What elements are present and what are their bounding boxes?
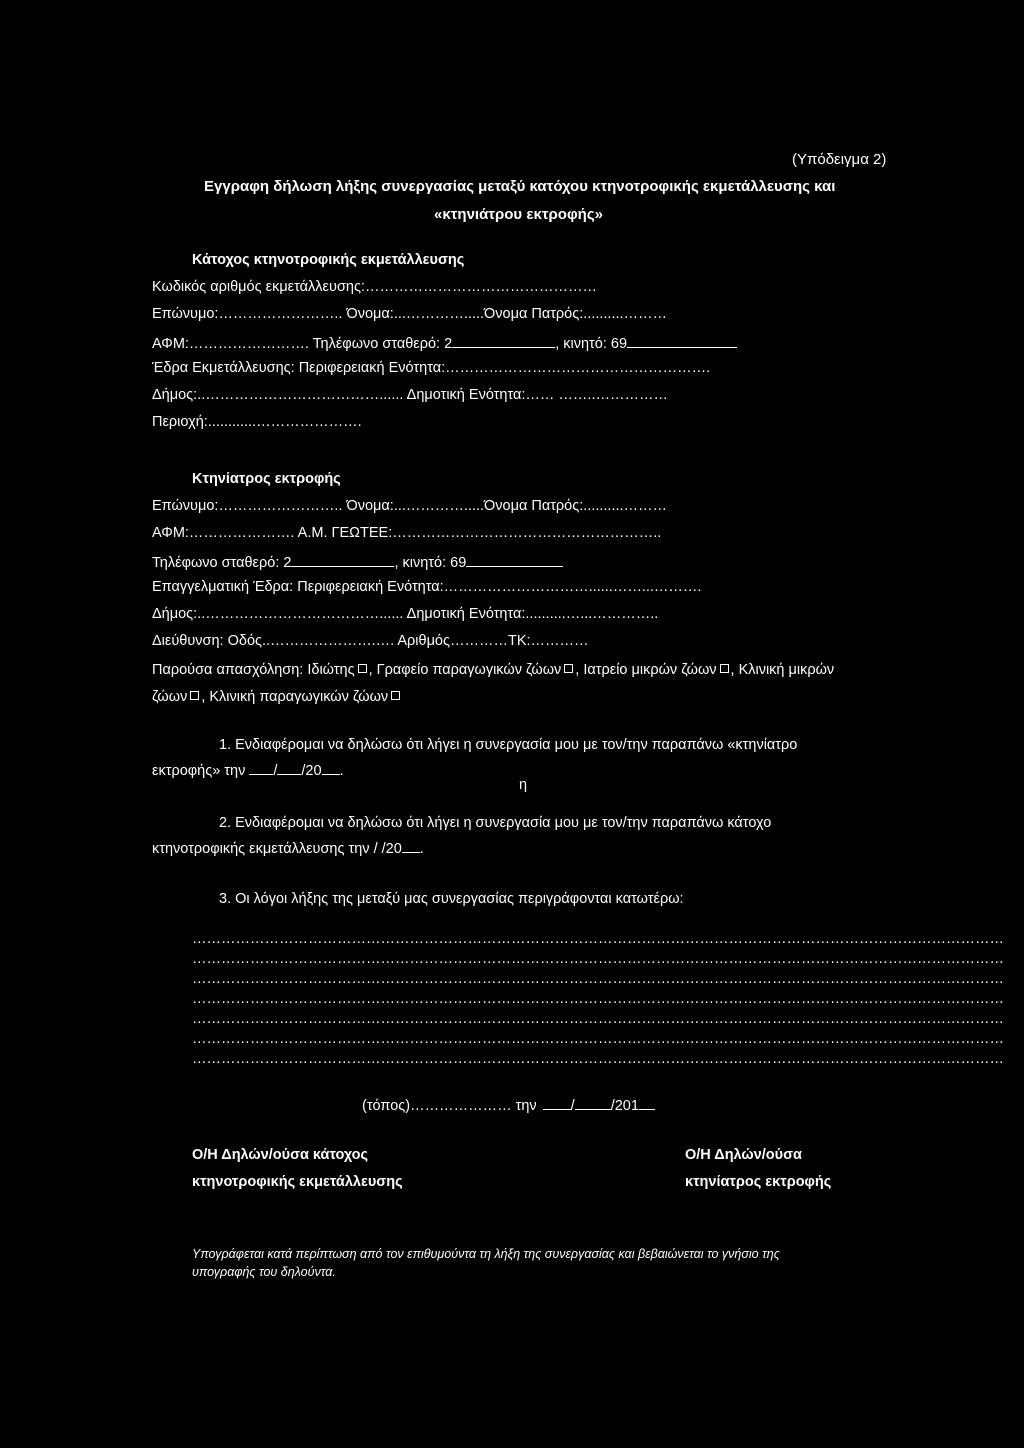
statement-2-end: . bbox=[419, 840, 424, 857]
owner-code-line: Κωδικός αριθμός εκμετάλλευσης:………………………………………… bbox=[152, 279, 597, 295]
reason-line-1[interactable]: …………………………………………………………………………………………………………………………………………………… bbox=[192, 931, 1004, 947]
owner-mobile-blank bbox=[627, 333, 737, 348]
statement-1-slash: / bbox=[273, 762, 278, 779]
reason-line-2[interactable]: …………………………………………………………………………………………………………………………………………………… bbox=[192, 951, 1004, 967]
reason-line-7[interactable]: …………………………………………………………………………………………………………………………………………………… bbox=[192, 1051, 1004, 1067]
vet-occupation-line1 bbox=[152, 662, 834, 678]
vet-seat-line: Επαγγελματική Έδρα: Περιφερειακή Ενότητα:…………………………......……...………. bbox=[152, 579, 702, 595]
vet-mobile-label: , κινητό: 69 bbox=[394, 554, 467, 571]
reason-line-3[interactable]: …………………………………………………………………………………………………………………………………………………… bbox=[192, 971, 1004, 987]
owner-phone-blank bbox=[452, 333, 555, 348]
place-label: (τόπος)………………… την bbox=[362, 1097, 537, 1114]
vet-name-line: Επώνυμο:…………………….. Όνομα:...………….....Όνομα Πατρός:..........……… bbox=[152, 498, 668, 514]
vet-phone-blank bbox=[291, 552, 394, 567]
owner-heading: Κάτοχος κτηνοτροφικής εκμετάλλευσης bbox=[192, 252, 465, 268]
footnote-line1: Υπογράφεται κατά περίπτωση από τον επιθυμούντα τη λήξη της συνεργασίας και βεβαιώνεται το γνήσιο της bbox=[192, 1247, 780, 1261]
occupation-label: Παρούσα απασχόληση: Ιδιώτης bbox=[152, 662, 355, 678]
statement-2-year-blank bbox=[402, 838, 420, 853]
statement-1-line2 bbox=[152, 760, 344, 779]
place-date-line bbox=[362, 1095, 655, 1114]
reason-line-5[interactable]: …………………………………………………………………………………………………………………………………………………… bbox=[192, 1011, 1004, 1027]
vet-phone-line bbox=[152, 552, 563, 571]
owner-afm-phone-line bbox=[152, 333, 737, 352]
vet-occupation-line2 bbox=[152, 689, 402, 705]
owner-mobile-label: , κινητό: 69 bbox=[555, 335, 628, 352]
reason-line-6[interactable]: …………………………………………………………………………………………………………………………………………………… bbox=[192, 1031, 1004, 1047]
statement-1-line1: 1. Ενδιαφέρομαι να δηλώσω ότι λήγει η συνεργασία μου με τον/την παραπάνω «κτηνίατρο bbox=[219, 737, 798, 753]
signature-vet-line2: κτηνίατρος εκτροφής bbox=[685, 1174, 832, 1190]
owner-area-line: Περιοχή:............…………………. bbox=[152, 414, 362, 430]
statement-1-month-blank bbox=[277, 760, 301, 775]
statement-2-line2 bbox=[152, 838, 424, 857]
statement-2-text: κτηνοτροφικής εκμετάλλευσης την / /20 bbox=[152, 840, 402, 857]
occupation-option-small-hospital: , Κλινική μικρών bbox=[730, 662, 835, 678]
vet-phone-label: Τηλέφωνο σταθερό: 2 bbox=[152, 554, 292, 571]
statement-2-line1: 2. Ενδιαφέρομαι να δηλώσω ότι λήγει η συνεργασία μου με τον/την παραπάνω κάτοχο bbox=[219, 815, 772, 831]
place-year: /201 bbox=[610, 1097, 639, 1114]
statement-1-end: . bbox=[339, 762, 344, 779]
place-year-blank bbox=[639, 1095, 655, 1110]
signature-vet-line1: Ο/Η Δηλών/ούσα bbox=[685, 1147, 802, 1163]
checkbox-small-animal-clinic[interactable] bbox=[190, 691, 199, 700]
owner-seat-line: Έδρα Εκμετάλλευσης: Περιφερειακή Ενότητα:………………………………………………. bbox=[152, 360, 711, 376]
vet-address-line: Διεύθυνση: Οδός..………………….…. Αριθμός…………ΤΚ:………… bbox=[152, 633, 589, 649]
place-day-blank bbox=[543, 1095, 571, 1110]
checkbox-productive-office[interactable] bbox=[564, 664, 573, 673]
occupation-option-productive-office: , Γραφείο παραγωγικών ζώων bbox=[368, 662, 562, 678]
signature-owner-line1: Ο/Η Δηλών/ούσα κάτοχος bbox=[192, 1147, 369, 1163]
place-month-blank bbox=[575, 1095, 611, 1110]
vet-afm-line: ΑΦΜ:…………………. Α.Μ. ΓΕΩΤΕΕ:……………………………………………….. bbox=[152, 525, 662, 541]
vet-mobile-blank bbox=[466, 552, 563, 567]
statement-1-year: /20 bbox=[301, 762, 322, 779]
owner-municipality-line: Δήμος:..………………………………...... Δημοτική Ενότητα:…… ……..…………… bbox=[152, 387, 668, 403]
vet-heading: Κτηνίατρος εκτροφής bbox=[192, 471, 341, 487]
checkbox-private[interactable] bbox=[358, 664, 367, 673]
document-title-line2: «κτηνιάτρου εκτροφής» bbox=[434, 206, 603, 223]
signature-owner-line2: κτηνοτροφικής εκμετάλλευσης bbox=[192, 1174, 403, 1190]
checkbox-small-animal-office[interactable] bbox=[720, 664, 729, 673]
statement-1-day-blank bbox=[249, 760, 273, 775]
document-title-line1: Εγγραφη δήλωση λήξης συνεργασίας μεταξύ κατόχου κτηνοτροφικής εκμετάλλευσης και bbox=[204, 178, 836, 195]
or-label: η bbox=[519, 777, 528, 793]
occupation-option-small-clinic: , Ιατρείο μικρών ζώων bbox=[575, 662, 717, 678]
checkbox-productive-clinic[interactable] bbox=[391, 691, 400, 700]
template-label: (Υπόδειγμα 2) bbox=[792, 151, 887, 168]
occupation-option-small-hospital-cont: ζώων bbox=[152, 689, 188, 705]
reason-line-4[interactable]: …………………………………………………………………………………………………………………………………………………… bbox=[192, 991, 1004, 1007]
statement-3: 3. Οι λόγοι λήξης της μεταξύ μας συνεργασίας περιγράφονται κατωτέρω: bbox=[219, 891, 684, 907]
occupation-option-productive-hospital: , Κλινική παραγωγικών ζώων bbox=[201, 689, 389, 705]
owner-name-line: Επώνυμο:…………………….. Όνομα:...………….....Όνομα Πατρός:..........……… bbox=[152, 306, 668, 322]
statement-1-year-blank bbox=[322, 760, 340, 775]
vet-municipality-line: Δήμος:..………………………………...... Δημοτική Ενότητα:..........…...………….. bbox=[152, 606, 659, 622]
footnote-line2: υπογραφής του δηλούντα. bbox=[192, 1265, 336, 1279]
statement-1-prefix: εκτροφής» την bbox=[152, 762, 246, 779]
place-slash: / bbox=[570, 1097, 575, 1114]
owner-afm-phone: ΑΦΜ:……………………. Τηλέφωνο σταθερό: 2 bbox=[152, 335, 453, 352]
